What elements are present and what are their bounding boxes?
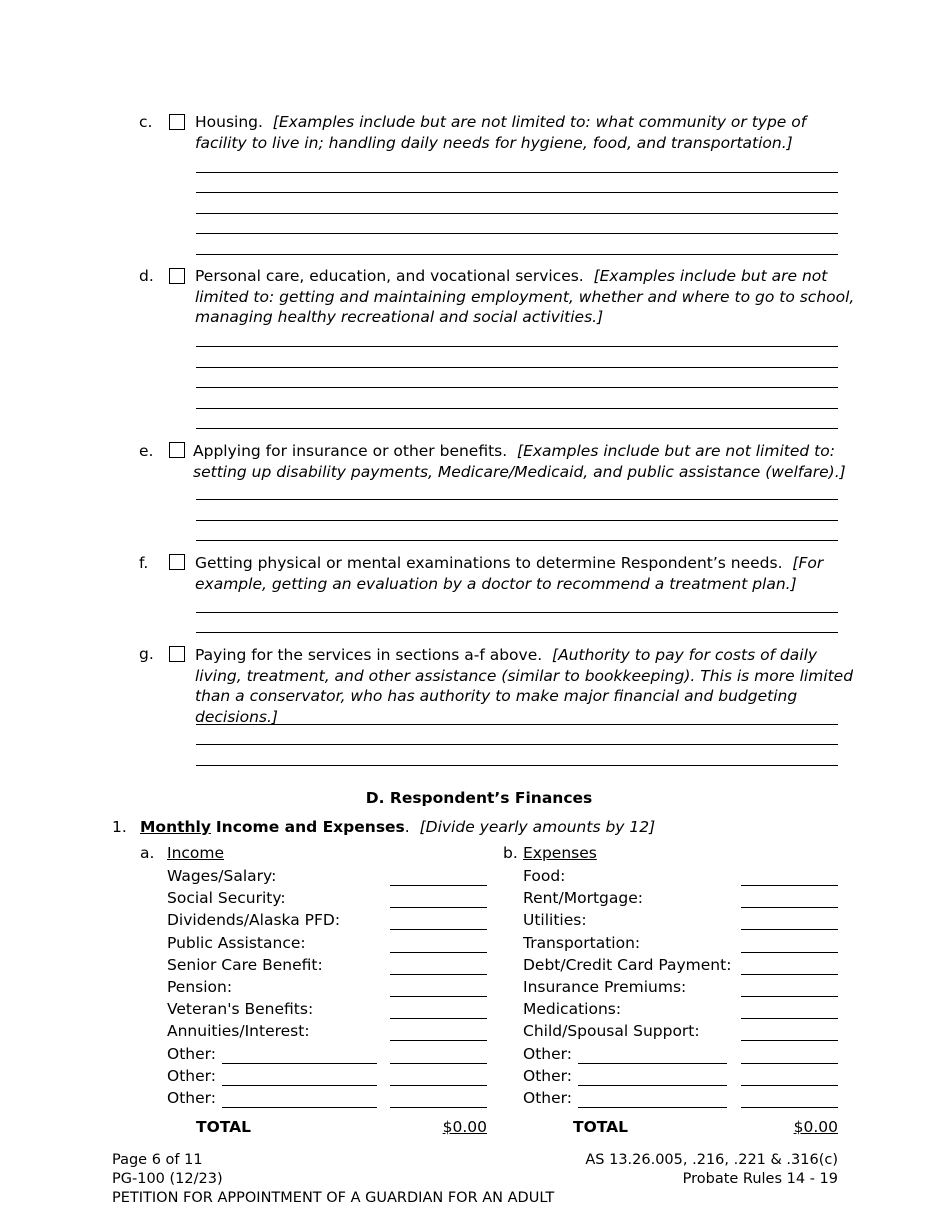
income-row-label: Annuities/Interest:	[167, 1022, 310, 1041]
item-c-text	[195, 112, 855, 153]
item-c-note: [Examples include but are not limited to: what community or type of facility to live in; handling daily needs for hygiene, food, and transportation.]	[195, 113, 807, 152]
income-row-label: Social Security:	[167, 889, 286, 908]
expense-amount-line[interactable]	[741, 1040, 838, 1041]
footer-page: Page 6 of 11	[112, 1152, 203, 1168]
income-row-label: Other:	[167, 1089, 216, 1107]
question-number: 1.	[112, 818, 127, 836]
income-amount-line[interactable]	[390, 1107, 487, 1108]
income-letter: a.	[140, 844, 155, 862]
expense-amount-line[interactable]	[741, 885, 838, 886]
item-d-letter: d.	[139, 267, 154, 285]
section-heading: D. Respondent’s Finances	[365, 789, 593, 807]
item-f-text	[195, 553, 855, 594]
income-total-value: $0.00	[442, 1118, 487, 1136]
expense-other-description-line[interactable]	[578, 1085, 727, 1086]
item-f-note: [For example, getting an evaluation by a doctor to recommend a treatment plan.]	[195, 554, 824, 593]
income-amount-line[interactable]	[390, 1063, 487, 1064]
item-g-answer-line[interactable]	[196, 724, 838, 725]
item-c-answer-line[interactable]	[196, 172, 838, 173]
income-amount-line[interactable]	[390, 1018, 487, 1019]
income-amount-line[interactable]	[390, 952, 487, 953]
expense-amount-line[interactable]	[741, 929, 838, 930]
footer-statute: AS 13.26.005, .216, .221 & .316(c)	[585, 1152, 838, 1168]
title-period: .	[404, 818, 410, 836]
expense-amount-line[interactable]	[741, 1063, 838, 1064]
income-other-description-line[interactable]	[222, 1107, 377, 1108]
income-amount-line[interactable]	[390, 1040, 487, 1041]
income-row-label: Wages/Salary:	[167, 867, 277, 885]
item-e-text	[193, 441, 853, 482]
footer-title: PETITION FOR APPOINTMENT OF A GUARDIAN FOR AN ADULT	[112, 1190, 555, 1206]
item-f-checkbox[interactable]	[169, 554, 185, 570]
income-amount-line[interactable]	[390, 974, 487, 975]
item-c-answer-line[interactable]	[196, 254, 838, 255]
item-c-answer-line[interactable]	[196, 233, 838, 234]
item-d-checkbox[interactable]	[169, 268, 185, 284]
item-g-text	[195, 645, 855, 727]
income-row-label: Senior Care Benefit:	[167, 955, 323, 974]
expenses-letter: b.	[503, 844, 518, 862]
item-f-letter: f.	[139, 554, 149, 572]
expenses-heading: Expenses	[523, 844, 597, 862]
income-amount-line[interactable]	[390, 907, 487, 908]
expense-amount-line[interactable]	[741, 1107, 838, 1108]
monthly-label: Monthly	[140, 818, 211, 836]
income-amount-line[interactable]	[390, 929, 487, 930]
item-d-note: [Examples include but are not limited to: getting and maintaining employment, whether and where to go to school, managing healthy recreational and social activities.]	[195, 267, 855, 326]
income-row-label: Dividends/Alaska PFD:	[167, 911, 341, 930]
item-d-answer-line[interactable]	[196, 387, 838, 388]
item-c-label: Housing.	[195, 113, 263, 131]
income-other-description-line[interactable]	[222, 1063, 377, 1064]
income-amount-line[interactable]	[390, 1085, 487, 1086]
expense-amount-line[interactable]	[741, 996, 838, 997]
item-g-checkbox[interactable]	[169, 646, 185, 662]
item-g-letter: g.	[139, 645, 154, 663]
income-amount-line[interactable]	[390, 885, 487, 886]
income-total-label: TOTAL	[196, 1118, 251, 1136]
expense-amount-line[interactable]	[741, 1085, 838, 1086]
income-row-label: Veteran's Benefits:	[167, 1000, 314, 1019]
expense-row-label: Utilities:	[523, 911, 587, 930]
income-other-description-line[interactable]	[222, 1085, 377, 1086]
item-e-label: Applying for insurance or other benefits.	[193, 442, 508, 460]
item-g-note: [Authority to pay for costs of daily living, treatment, and other assistance (similar to bookkeeping). This is more limited than a conservator, who has authority to make major financial and budgeting decisions.]	[195, 646, 854, 726]
item-e-answer-line[interactable]	[196, 540, 838, 541]
item-g-answer-line[interactable]	[196, 744, 838, 745]
item-c-letter: c.	[139, 113, 153, 131]
expense-row-label: Other:	[523, 1044, 572, 1063]
expense-amount-line[interactable]	[741, 1018, 838, 1019]
item-c-answer-line[interactable]	[196, 213, 838, 214]
expense-row-label: Medications:	[523, 1000, 622, 1019]
expenses-total-label: TOTAL	[573, 1118, 628, 1136]
footer-right	[585, 1151, 838, 1189]
question-title	[140, 818, 655, 836]
expense-amount-line[interactable]	[741, 907, 838, 908]
income-row-label: Other:	[167, 1044, 216, 1063]
title-rest: Income and Expenses	[215, 818, 405, 836]
item-f-answer-line[interactable]	[196, 612, 838, 613]
item-e-checkbox[interactable]	[169, 442, 185, 458]
expense-row-label: Other:	[523, 1066, 572, 1085]
expense-row-label: Insurance Premiums:	[523, 978, 687, 996]
item-e-letter: e.	[139, 442, 154, 460]
item-d-answer-line[interactable]	[196, 367, 838, 368]
item-d-text	[195, 266, 855, 328]
item-e-answer-line[interactable]	[196, 520, 838, 521]
item-c-checkbox[interactable]	[169, 114, 185, 130]
expense-row-label: Rent/Mortgage:	[523, 889, 643, 908]
income-row-label: Other:	[167, 1066, 216, 1085]
footer-rules: Probate Rules 14 - 19	[682, 1171, 838, 1187]
item-d-answer-line[interactable]	[196, 408, 838, 409]
item-d-answer-line[interactable]	[196, 346, 838, 347]
expense-row-label: Food:	[523, 867, 566, 885]
expense-row-label: Debt/Credit Card Payment:	[523, 955, 732, 974]
item-e-note: [Examples include but are not limited to: setting up disability payments, Medicare/Medicaid, and public assistance (welfare).]	[193, 442, 846, 481]
expense-row-label: Child/Spousal Support:	[523, 1022, 700, 1041]
item-c-answer-line[interactable]	[196, 192, 838, 193]
footer-form: PG-100 (12/23)	[112, 1171, 223, 1187]
income-row-label: Public Assistance:	[167, 933, 306, 952]
question-note: [Divide yearly amounts by 12]	[419, 818, 656, 836]
item-g-answer-line[interactable]	[196, 765, 838, 766]
expense-other-description-line[interactable]	[578, 1063, 727, 1064]
item-d-label: Personal care, education, and vocational services.	[195, 267, 584, 285]
expense-amount-line[interactable]	[741, 952, 838, 953]
expense-amount-line[interactable]	[741, 974, 838, 975]
item-f-answer-line[interactable]	[196, 632, 838, 633]
income-heading: Income	[167, 844, 225, 862]
item-g-label: Paying for the services in sections a-f above.	[195, 646, 543, 664]
item-f-label: Getting physical or mental examinations to determine Respondent’s needs.	[195, 554, 783, 572]
footer-left	[112, 1151, 554, 1208]
expense-row-label: Other:	[523, 1089, 572, 1107]
income-row-label: Pension:	[167, 978, 233, 996]
expense-row-label: Transportation:	[523, 933, 641, 952]
income-amount-line[interactable]	[390, 996, 487, 997]
expense-other-description-line[interactable]	[578, 1107, 727, 1108]
expenses-total-value: $0.00	[793, 1118, 838, 1136]
item-d-answer-line[interactable]	[196, 428, 838, 429]
item-e-answer-line[interactable]	[196, 499, 838, 500]
